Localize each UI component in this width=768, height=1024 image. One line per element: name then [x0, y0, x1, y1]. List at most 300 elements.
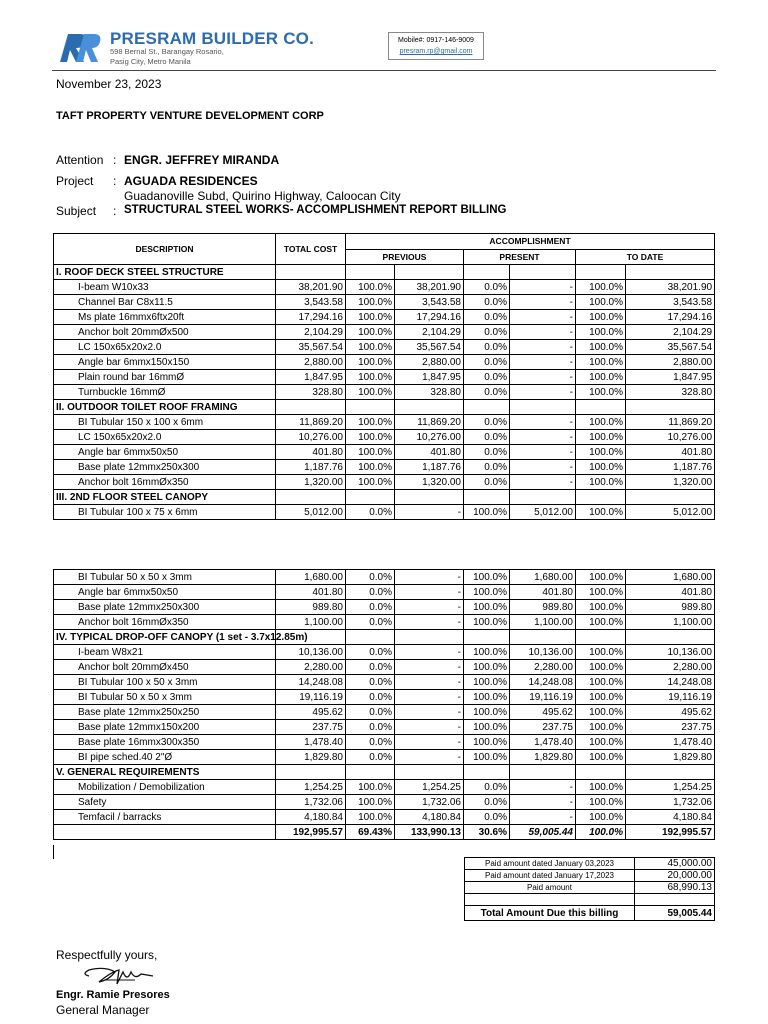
item-description: Anchor bolt 20mmØx500: [54, 325, 276, 340]
empty-cell: [276, 265, 346, 280]
payment-blank-row: [465, 894, 715, 906]
present-amount: -: [510, 385, 576, 400]
present-percent: 100.0%: [464, 645, 510, 660]
total-cost: 1,829.80: [276, 750, 346, 765]
amount-due-value: 59,005.44: [635, 906, 715, 921]
to-date-percent: 100.0%: [576, 370, 626, 385]
present-percent: 0.0%: [464, 385, 510, 400]
previous-percent: 0.0%: [346, 585, 395, 600]
to-date-amount: 10,276.00: [626, 430, 715, 445]
payment-amount: 68,990.13: [635, 882, 715, 894]
payment-row: [465, 858, 715, 870]
total-cost: 2,280.00: [276, 660, 346, 675]
section-title: I. ROOF DECK STEEL STRUCTURE: [54, 265, 276, 280]
previous-percent: 100.0%: [346, 325, 395, 340]
to-date-amount: 495.62: [626, 705, 715, 720]
empty-cell: [276, 490, 346, 505]
previous-amount-total: 133,990.13: [395, 825, 464, 840]
present-percent: 100.0%: [464, 735, 510, 750]
present-amount: 2,280.00: [510, 660, 576, 675]
amount-due-row: [465, 906, 715, 921]
amount-due-label: Total Amount Due this billing: [465, 906, 635, 921]
total-cost-sum: 192,995.57: [276, 825, 346, 840]
present-percent: 100.0%: [464, 675, 510, 690]
empty-cell: [510, 630, 576, 645]
item-description: Base plate 16mmx300x350: [54, 735, 276, 750]
present-percent: 100.0%: [464, 615, 510, 630]
empty-cell: [464, 765, 510, 780]
previous-percent: 100.0%: [346, 295, 395, 310]
present-percent: 0.0%: [464, 370, 510, 385]
item-description: BI Tubular 150 x 100 x 6mm: [54, 415, 276, 430]
present-amount: -: [510, 340, 576, 355]
present-percent: 0.0%: [464, 445, 510, 460]
table-row: [54, 460, 715, 475]
to-date-percent: 100.0%: [576, 705, 626, 720]
empty-cell: [276, 400, 346, 415]
total-cost: 495.62: [276, 705, 346, 720]
to-date-amount-total: 192,995.57: [626, 825, 715, 840]
header-divider: [52, 70, 716, 71]
previous-amount: -: [395, 690, 464, 705]
item-description: BI Tubular 100 x 75 x 6mm: [54, 505, 276, 520]
client-name: TAFT PROPERTY VENTURE DEVELOPMENT CORP: [56, 110, 324, 122]
present-percent: 100.0%: [464, 660, 510, 675]
empty-cell: [576, 630, 626, 645]
item-description: Safety: [54, 795, 276, 810]
previous-percent: 100.0%: [346, 430, 395, 445]
empty-cell: [464, 630, 510, 645]
total-cost: 11,869.20: [276, 415, 346, 430]
section-row: [54, 630, 715, 645]
present-amount: -: [510, 295, 576, 310]
total-cost: 1,478.40: [276, 735, 346, 750]
to-date-percent: 100.0%: [576, 810, 626, 825]
to-date-amount: 5,012.00: [626, 505, 715, 520]
present-percent: 100.0%: [464, 690, 510, 705]
item-description: BI Tubular 100 x 50 x 3mm: [54, 675, 276, 690]
to-date-amount: 1,320.00: [626, 475, 715, 490]
header-total-cost: TOTAL COST: [276, 234, 346, 265]
previous-amount: -: [395, 720, 464, 735]
to-date-amount: 17,294.16: [626, 310, 715, 325]
total-cost: 1,187.76: [276, 460, 346, 475]
to-date-percent-total: 100.0%: [576, 825, 626, 840]
to-date-amount: 10,136.00: [626, 645, 715, 660]
present-percent: 100.0%: [464, 600, 510, 615]
previous-amount: -: [395, 735, 464, 750]
previous-percent: 0.0%: [346, 505, 395, 520]
table-row: [54, 690, 715, 705]
to-date-amount: 1,829.80: [626, 750, 715, 765]
previous-amount: 38,201.90: [395, 280, 464, 295]
empty-cell: [576, 765, 626, 780]
to-date-percent: 100.0%: [576, 735, 626, 750]
previous-percent: 100.0%: [346, 280, 395, 295]
to-date-percent: 100.0%: [576, 385, 626, 400]
attention-value: ENGR. JEFFREY MIRANDA: [124, 153, 280, 167]
previous-amount: 10,276.00: [395, 430, 464, 445]
previous-percent: 0.0%: [346, 705, 395, 720]
total-cost: 1,847.95: [276, 370, 346, 385]
table-row: [54, 385, 715, 400]
subject-colon: :: [113, 204, 117, 218]
empty-cell: [626, 400, 715, 415]
to-date-amount: 1,478.40: [626, 735, 715, 750]
section-row: [54, 490, 715, 505]
previous-amount: -: [395, 570, 464, 585]
section-title: II. OUTDOOR TOILET ROOF FRAMING: [54, 400, 276, 415]
total-cost: 1,680.00: [276, 570, 346, 585]
present-percent: 0.0%: [464, 810, 510, 825]
previous-percent: 100.0%: [346, 460, 395, 475]
empty-cell: [346, 765, 395, 780]
present-amount: -: [510, 475, 576, 490]
to-date-amount: 38,201.90: [626, 280, 715, 295]
contact-box: [388, 32, 484, 60]
to-date-amount: 1,254.25: [626, 780, 715, 795]
total-cost: 4,180.84: [276, 810, 346, 825]
item-description: LC 150x65x20x2.0: [54, 430, 276, 445]
total-cost: 1,320.00: [276, 475, 346, 490]
empty-cell: [510, 765, 576, 780]
total-cost: 1,732.06: [276, 795, 346, 810]
to-date-amount: 1,680.00: [626, 570, 715, 585]
item-description: Ms plate 16mmx6ftx20ft: [54, 310, 276, 325]
empty-cell: [576, 265, 626, 280]
previous-percent: 100.0%: [346, 310, 395, 325]
empty-cell: [465, 894, 635, 906]
to-date-percent: 100.0%: [576, 720, 626, 735]
table-row: [54, 370, 715, 385]
empty-cell: [626, 265, 715, 280]
to-date-percent: 100.0%: [576, 570, 626, 585]
previous-amount: -: [395, 675, 464, 690]
present-percent: 100.0%: [464, 570, 510, 585]
to-date-percent: 100.0%: [576, 310, 626, 325]
empty-cell: [395, 490, 464, 505]
to-date-amount: 1,100.00: [626, 615, 715, 630]
subject-label: Subject: [56, 204, 97, 218]
to-date-amount: 19,116.19: [626, 690, 715, 705]
present-percent: 0.0%: [464, 430, 510, 445]
empty-cell: [346, 265, 395, 280]
empty-cell: [346, 400, 395, 415]
attention-label: Attention: [56, 153, 104, 167]
to-date-amount: 1,187.76: [626, 460, 715, 475]
table-row: [54, 600, 715, 615]
company-name: PRESRAM BUILDER CO.: [110, 29, 315, 48]
signer-title: General Manager: [56, 1003, 150, 1017]
to-date-percent: 100.0%: [576, 645, 626, 660]
company-address: 598 Bernal St., Barangay Rosario, Pasig City, Metro Manila: [110, 47, 224, 66]
present-amount: -: [510, 280, 576, 295]
empty-cell: [395, 400, 464, 415]
to-date-percent: 100.0%: [576, 750, 626, 765]
present-amount: 5,012.00: [510, 505, 576, 520]
present-percent: 100.0%: [464, 750, 510, 765]
header-description: DESCRIPTION: [54, 234, 276, 265]
table-row: [54, 810, 715, 825]
previous-percent: 0.0%: [346, 720, 395, 735]
present-percent: 0.0%: [464, 310, 510, 325]
present-percent: 0.0%: [464, 355, 510, 370]
previous-amount: 1,847.95: [395, 370, 464, 385]
item-description: BI pipe sched.40 2"Ø: [54, 750, 276, 765]
table-left-edge: [53, 845, 54, 859]
previous-percent: 0.0%: [346, 675, 395, 690]
signer-name: Engr. Ramie Presores: [56, 989, 170, 1001]
present-amount: 10,136.00: [510, 645, 576, 660]
signature-icon: [75, 960, 155, 988]
to-date-amount: 401.80: [626, 585, 715, 600]
item-description: Angle bar 6mmx50x50: [54, 445, 276, 460]
previous-percent: 100.0%: [346, 355, 395, 370]
total-cost: 401.80: [276, 445, 346, 460]
present-amount: -: [510, 370, 576, 385]
previous-amount: 1,254.25: [395, 780, 464, 795]
previous-percent: 100.0%: [346, 370, 395, 385]
to-date-amount: 1,732.06: [626, 795, 715, 810]
empty-cell: [510, 490, 576, 505]
total-cost: 2,880.00: [276, 355, 346, 370]
totals-row: [54, 825, 715, 840]
to-date-amount: 401.80: [626, 445, 715, 460]
to-date-amount: 328.80: [626, 385, 715, 400]
section-row: [54, 400, 715, 415]
empty-cell: [395, 765, 464, 780]
empty-cell: [576, 490, 626, 505]
present-percent: 0.0%: [464, 280, 510, 295]
present-amount: 401.80: [510, 585, 576, 600]
previous-amount: -: [395, 645, 464, 660]
total-cost: 3,543.58: [276, 295, 346, 310]
present-percent: 100.0%: [464, 720, 510, 735]
previous-percent: 0.0%: [346, 735, 395, 750]
table-row: [54, 505, 715, 520]
table-row: [54, 585, 715, 600]
table-row: [54, 795, 715, 810]
to-date-percent: 100.0%: [576, 460, 626, 475]
total-cost: 19,116.19: [276, 690, 346, 705]
empty-cell: [464, 400, 510, 415]
to-date-percent: 100.0%: [576, 505, 626, 520]
previous-amount: 2,880.00: [395, 355, 464, 370]
table-row: [54, 615, 715, 630]
previous-amount: -: [395, 705, 464, 720]
project-colon: :: [113, 174, 117, 188]
table-row: [54, 750, 715, 765]
item-description: Mobilization / Demobilization: [54, 780, 276, 795]
empty-cell: [626, 630, 715, 645]
previous-percent: 0.0%: [346, 600, 395, 615]
present-amount: 1,829.80: [510, 750, 576, 765]
total-cost: 237.75: [276, 720, 346, 735]
payment-label: Paid amount dated January 17,2023: [465, 870, 635, 882]
present-amount: 237.75: [510, 720, 576, 735]
present-amount: 19,116.19: [510, 690, 576, 705]
to-date-amount: 2,280.00: [626, 660, 715, 675]
previous-amount: 1,187.76: [395, 460, 464, 475]
table-row: [54, 415, 715, 430]
item-description: I-beam W8x21: [54, 645, 276, 660]
previous-amount: 1,732.06: [395, 795, 464, 810]
section-row: [54, 765, 715, 780]
previous-percent: 100.0%: [346, 385, 395, 400]
present-amount: -: [510, 795, 576, 810]
previous-amount: 3,543.58: [395, 295, 464, 310]
payment-summary: [464, 857, 715, 921]
closing-salutation: Respectfully yours,: [56, 948, 158, 962]
to-date-percent: 100.0%: [576, 585, 626, 600]
present-percent: 0.0%: [464, 340, 510, 355]
item-description: Angle bar 6mmx150x150: [54, 355, 276, 370]
header-accomplishment: ACCOMPLISHMENT: [346, 234, 715, 250]
present-percent-total: 30.6%: [464, 825, 510, 840]
item-description: Temfacil / barracks: [54, 810, 276, 825]
previous-percent-total: 69.43%: [346, 825, 395, 840]
table-row: [54, 430, 715, 445]
item-description: Base plate 12mmx250x250: [54, 705, 276, 720]
table-body-page1: [54, 234, 715, 520]
previous-percent: 100.0%: [346, 810, 395, 825]
project-address: Guadanoville Subd, Quirino Highway, Caloocan City: [124, 189, 401, 203]
payment-label: Paid amount: [465, 882, 635, 894]
present-amount: -: [510, 310, 576, 325]
to-date-percent: 100.0%: [576, 355, 626, 370]
payment-label: Paid amount dated January 03,2023: [465, 858, 635, 870]
attention-colon: :: [113, 153, 117, 167]
previous-percent: 0.0%: [346, 750, 395, 765]
table-row: [54, 310, 715, 325]
total-cost: 328.80: [276, 385, 346, 400]
previous-amount: -: [395, 505, 464, 520]
previous-amount: 17,294.16: [395, 310, 464, 325]
header-to-date: TO DATE: [576, 249, 715, 265]
present-percent: 0.0%: [464, 325, 510, 340]
total-cost: 17,294.16: [276, 310, 346, 325]
table-row: [54, 445, 715, 460]
payment-summary-body: [465, 858, 715, 921]
section-title: V. GENERAL REQUIREMENTS: [54, 765, 276, 780]
to-date-percent: 100.0%: [576, 660, 626, 675]
total-cost: 10,276.00: [276, 430, 346, 445]
table-row: [54, 340, 715, 355]
to-date-percent: 100.0%: [576, 445, 626, 460]
table-row: [54, 645, 715, 660]
empty-cell: [395, 630, 464, 645]
empty-cell: [346, 630, 395, 645]
present-amount-total: 59,005.44: [510, 825, 576, 840]
present-amount: -: [510, 460, 576, 475]
empty-cell: [395, 265, 464, 280]
total-cost: 2,104.29: [276, 325, 346, 340]
item-description: BI Tubular 50 x 50 x 3mm: [54, 690, 276, 705]
table-row: [54, 570, 715, 585]
accomplishment-table-page2: [53, 569, 715, 840]
to-date-percent: 100.0%: [576, 690, 626, 705]
table-row: [54, 735, 715, 750]
previous-amount: -: [395, 750, 464, 765]
table-row: [54, 325, 715, 340]
table-header-row: [54, 234, 715, 250]
header-present: PRESENT: [464, 249, 576, 265]
payment-row: [465, 870, 715, 882]
empty-cell: [510, 265, 576, 280]
present-amount: -: [510, 415, 576, 430]
to-date-percent: 100.0%: [576, 600, 626, 615]
previous-percent: 0.0%: [346, 645, 395, 660]
mobile-number: Mobile#: 0917-146-9009: [398, 37, 474, 44]
to-date-percent: 100.0%: [576, 675, 626, 690]
total-cost: 989.80: [276, 600, 346, 615]
header-previous: PREVIOUS: [346, 249, 464, 265]
previous-amount: -: [395, 615, 464, 630]
empty-cell: [464, 490, 510, 505]
item-description: Channel Bar C8x11.5: [54, 295, 276, 310]
present-amount: 1,100.00: [510, 615, 576, 630]
to-date-percent: 100.0%: [576, 295, 626, 310]
present-amount: -: [510, 430, 576, 445]
previous-amount: 2,104.29: [395, 325, 464, 340]
to-date-percent: 100.0%: [576, 475, 626, 490]
to-date-amount: 237.75: [626, 720, 715, 735]
previous-amount: 35,567.54: [395, 340, 464, 355]
present-amount: -: [510, 445, 576, 460]
present-percent: 0.0%: [464, 780, 510, 795]
to-date-percent: 100.0%: [576, 615, 626, 630]
previous-percent: 100.0%: [346, 340, 395, 355]
item-description: Base plate 12mmx150x200: [54, 720, 276, 735]
table-row: [54, 295, 715, 310]
to-date-amount: 989.80: [626, 600, 715, 615]
total-cost: 1,254.25: [276, 780, 346, 795]
empty-cell: [510, 400, 576, 415]
to-date-percent: 100.0%: [576, 325, 626, 340]
table-row: [54, 780, 715, 795]
previous-percent: 100.0%: [346, 415, 395, 430]
email-link[interactable]: presram.rp@gmail.com: [399, 48, 473, 55]
company-logo-icon: [58, 30, 100, 64]
table-body-page2: [54, 570, 715, 840]
totals-label-cell: [54, 825, 276, 840]
accomplishment-table-page1: [53, 233, 715, 520]
previous-amount: -: [395, 660, 464, 675]
item-description: Base plate 12mmx250x300: [54, 600, 276, 615]
previous-percent: 100.0%: [346, 445, 395, 460]
to-date-amount: 11,869.20: [626, 415, 715, 430]
to-date-percent: 100.0%: [576, 430, 626, 445]
total-cost: 10,136.00: [276, 645, 346, 660]
previous-amount: 4,180.84: [395, 810, 464, 825]
payment-amount: 20,000.00: [635, 870, 715, 882]
total-cost: 38,201.90: [276, 280, 346, 295]
previous-amount: 1,320.00: [395, 475, 464, 490]
item-description: Base plate 12mmx250x300: [54, 460, 276, 475]
present-percent: 0.0%: [464, 475, 510, 490]
previous-percent: 0.0%: [346, 690, 395, 705]
present-amount: 989.80: [510, 600, 576, 615]
present-amount: -: [510, 810, 576, 825]
previous-percent: 100.0%: [346, 780, 395, 795]
previous-percent: 100.0%: [346, 475, 395, 490]
to-date-amount: 3,543.58: [626, 295, 715, 310]
present-amount: -: [510, 780, 576, 795]
to-date-percent: 100.0%: [576, 795, 626, 810]
total-cost: 35,567.54: [276, 340, 346, 355]
empty-cell: [346, 490, 395, 505]
total-cost: 14,248.08: [276, 675, 346, 690]
